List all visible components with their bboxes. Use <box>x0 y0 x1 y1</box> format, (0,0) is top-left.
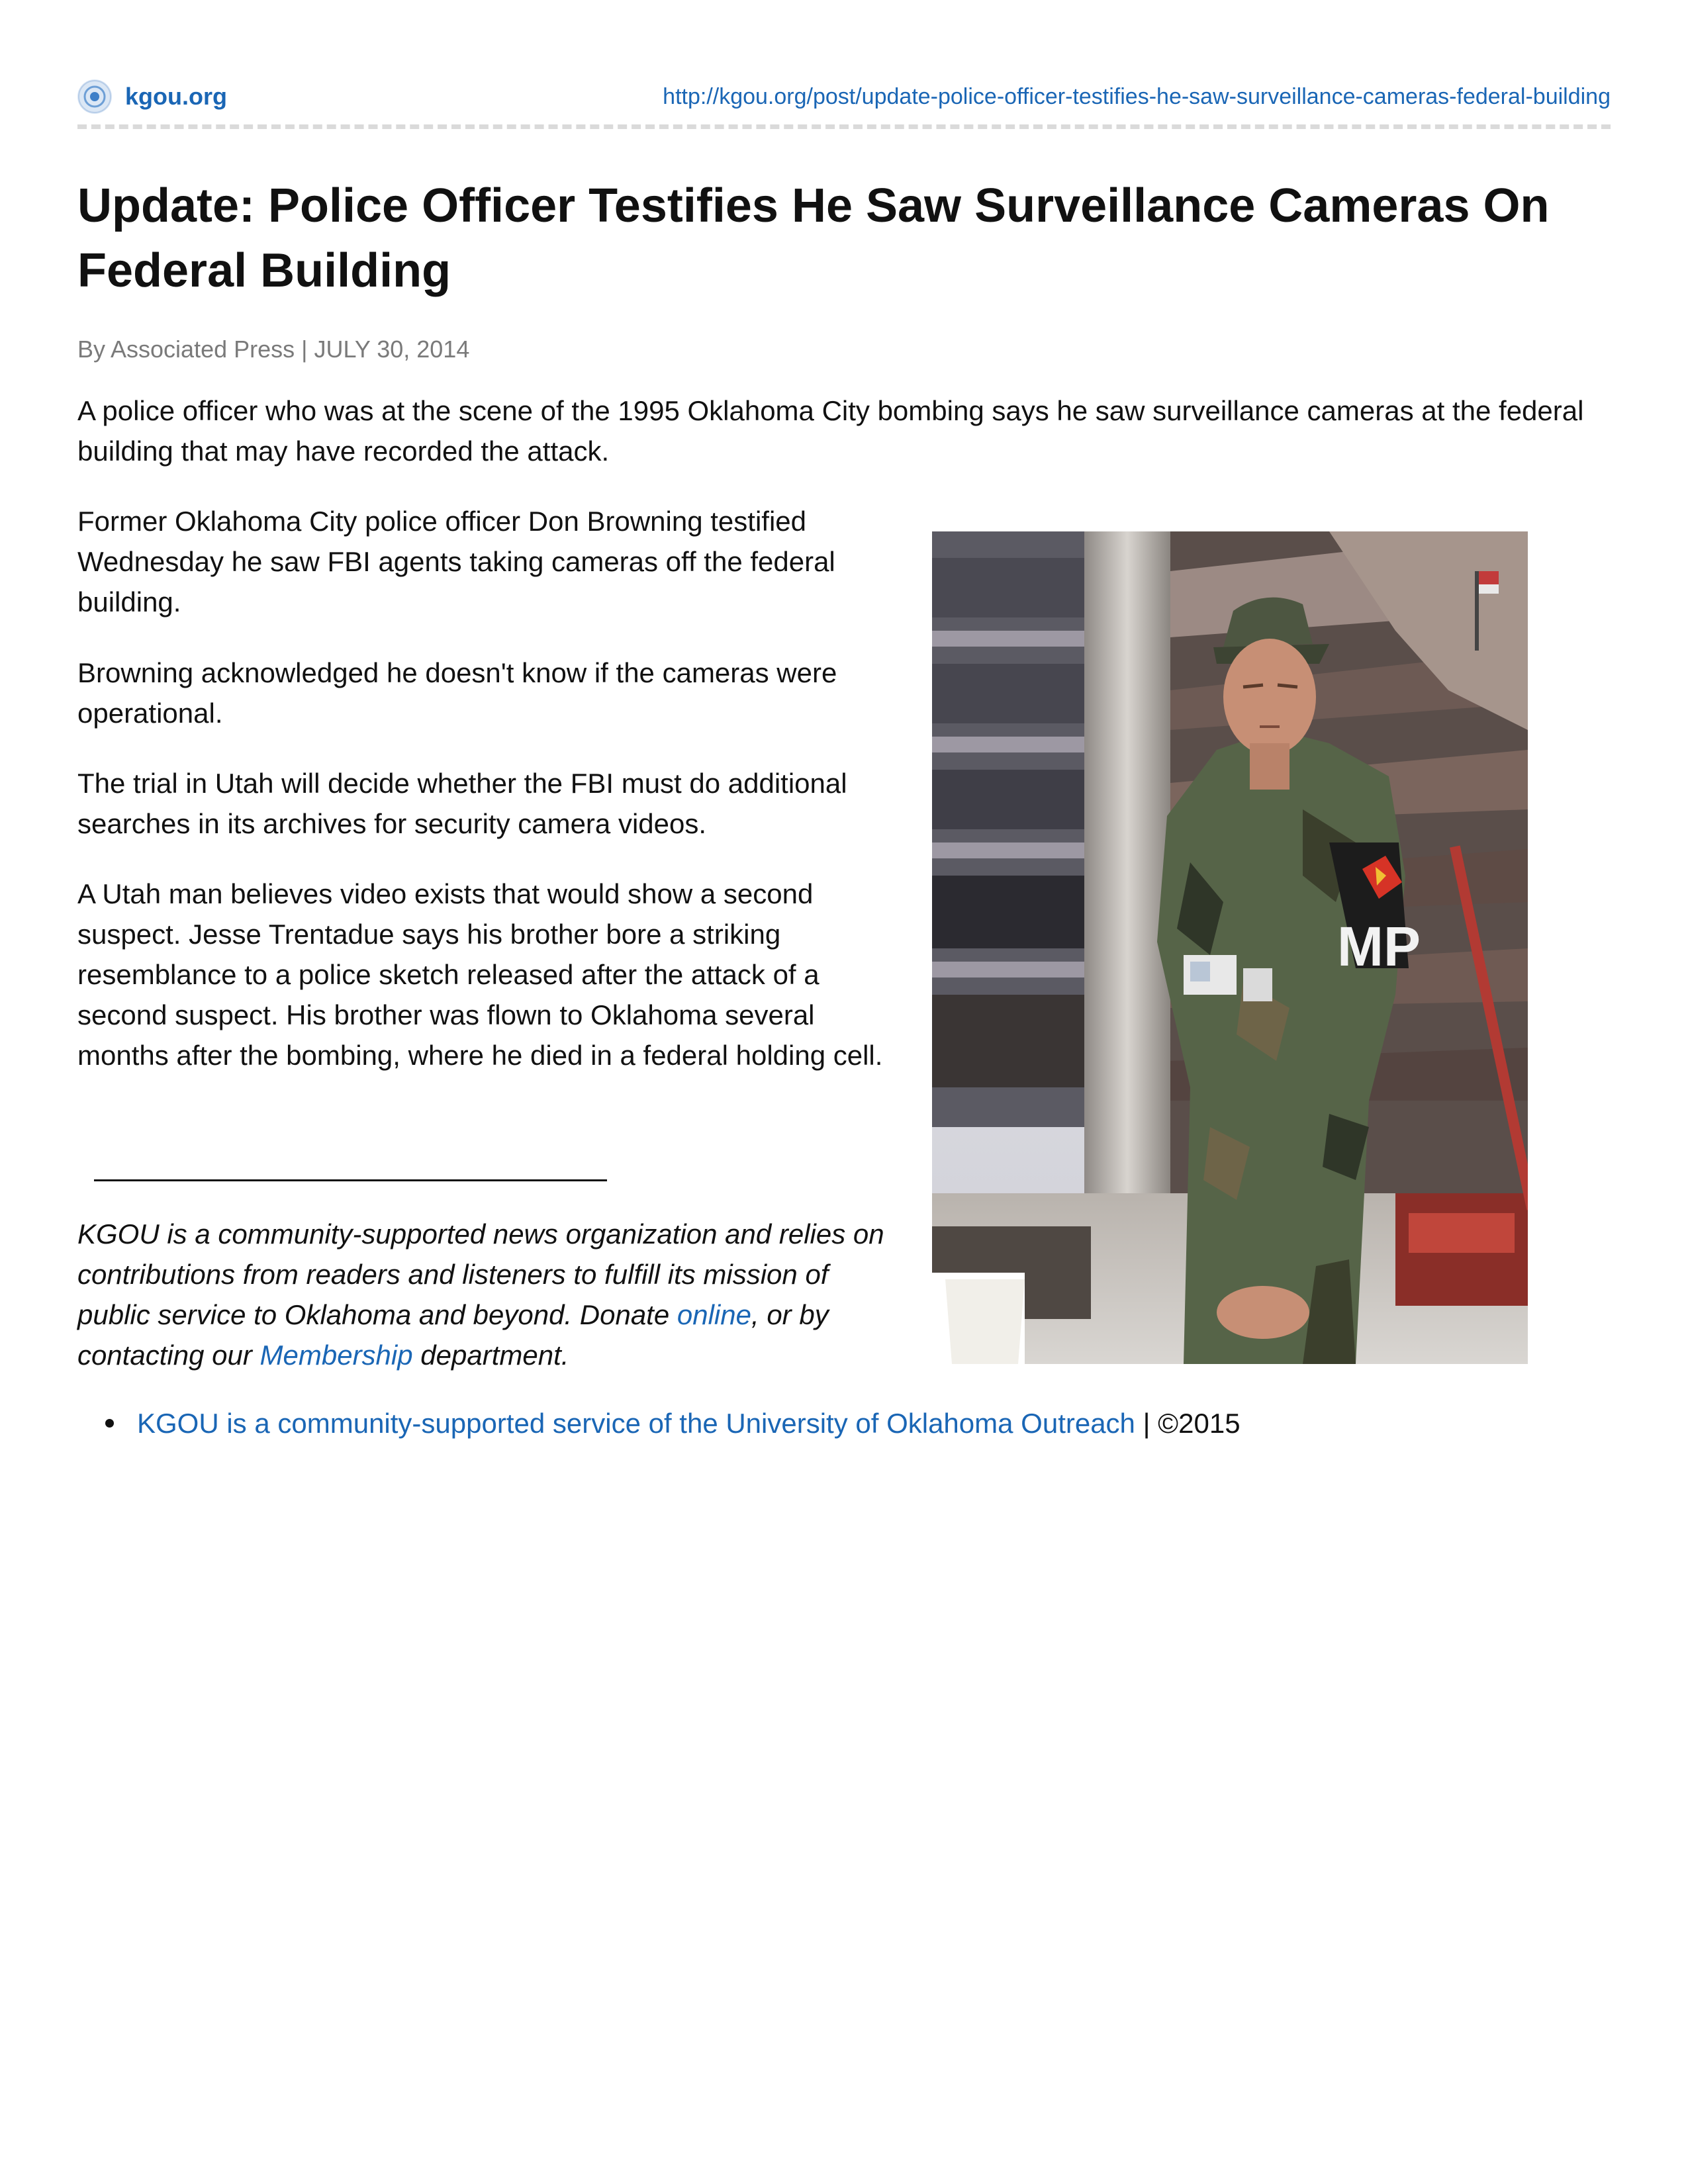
site-header <box>77 71 1611 128</box>
copyright-text: | ©2015 <box>1135 1408 1241 1439</box>
donate-online-link[interactable]: online <box>677 1299 751 1330</box>
site-name-link[interactable]: kgou.org <box>125 83 227 110</box>
lead-paragraph: A police officer who was at the scene of the 1995 Oklahoma City bombing says he saw surveillance cameras at the federal building that may have recorded the attack. <box>77 395 1584 467</box>
body-paragraph-3: The trial in Utah will decide whether the FBI must do additional searches in its archives for security camera videos. <box>77 768 847 839</box>
article-title: Update: Police Officer Testifies He Saw Surveillance Cameras On Federal Building <box>77 179 1550 297</box>
body-paragraph-1: Former Oklahoma City police officer Don Browning testified Wednesday he saw FBI agents taking cameras off the federal building. <box>77 506 835 617</box>
armband-text: MP <box>1337 915 1421 978</box>
article-photo <box>932 531 1528 1364</box>
university-outreach-link[interactable]: KGOU is a community-supported service of the University of Oklahoma Outreach <box>137 1408 1135 1439</box>
section-divider <box>94 1179 607 1181</box>
support-note <box>77 1214 898 1375</box>
support-text-3: department. <box>412 1340 569 1371</box>
support-text-1: KGOU is a community-supported news organization and relies on contributions from readers and listeners to fulfill its mission of public service to Oklahoma and beyond. Donate <box>77 1218 884 1330</box>
article-url-link[interactable]: http://kgou.org/post/update-police-officer-testifies-he-saw-surveillance-cameras-federal-building <box>663 84 1611 109</box>
kgou-globe-icon[interactable] <box>77 79 112 114</box>
article-byline: By Associated Press | JULY 30, 2014 <box>77 336 470 363</box>
membership-link[interactable]: Membership <box>259 1340 413 1371</box>
body-paragraph-4: A Utah man believes video exists that would show a second suspect. Jesse Trentadue says his brother bore a striking resemblance to a police sketch released after the attack of a second suspect. His brother was flown to Oklahoma several months after the bombing, where he died in a federal holding cell. <box>77 878 883 1071</box>
support-text-2: , or by contacting our <box>77 1299 829 1371</box>
header-divider <box>77 124 1611 129</box>
body-paragraph-2: Browning acknowledged he doesn't know if the cameras were operational. <box>77 657 837 729</box>
footer-list-item <box>77 1403 1241 1443</box>
footer-list <box>77 1403 1241 1443</box>
bullet-icon <box>105 1419 114 1428</box>
